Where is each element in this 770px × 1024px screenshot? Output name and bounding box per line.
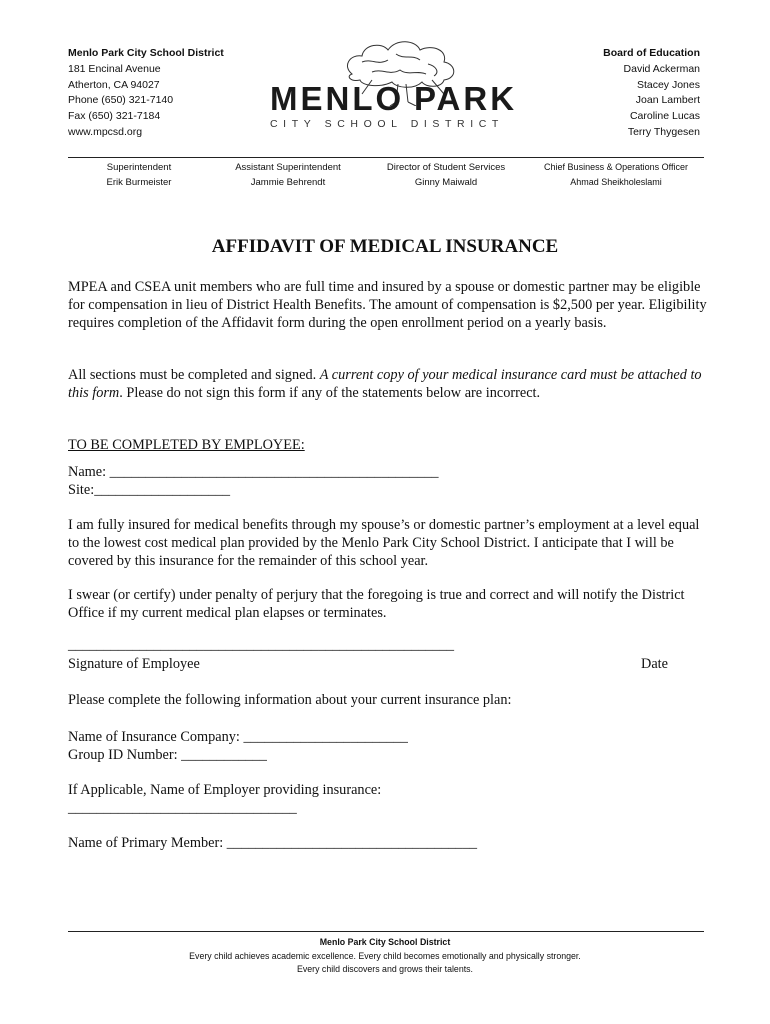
admin-director-student-services: [366, 160, 526, 190]
board-title: Board of Education: [603, 47, 700, 59]
logo-word-menlo: MENLO: [270, 80, 405, 117]
address-line: 181 Encinal Avenue: [68, 62, 161, 75]
employer-field[interactable]: ________________________________: [68, 800, 297, 816]
admin-superintendent: [68, 160, 210, 190]
footer-district-name: Menlo Park City School District: [319, 937, 451, 947]
admin-assistant-superintendent: [210, 160, 366, 190]
footer-motto: Every child discovers and grows their talents.: [296, 964, 473, 974]
document-title: AFFIDAVIT OF MEDICAL INSURANCE: [211, 236, 559, 257]
district-name: Menlo Park City School District: [68, 47, 224, 59]
admin-name: Ginny Maiwald: [414, 177, 478, 188]
header-divider: [68, 157, 704, 158]
group-id-field[interactable]: Group ID Number: ____________: [68, 747, 267, 763]
instructions-paragraph: [68, 366, 708, 402]
coverage-statement: I am fully insured for medical benefits through my spouse’s or domestic partner’s employment at a level equal to the lowest cost medical plan provided by the Menlo Park City School District. I anticipate that I will be covered by this insurance for the remainder of this school year.: [68, 517, 700, 569]
admin-title: Superintendent: [106, 162, 172, 173]
website-line: www.mpcsd.org: [68, 125, 143, 138]
address-line: Atherton, CA 94027: [68, 78, 160, 91]
admin-chief-business-officer: [526, 160, 706, 190]
admin-name: Jammie Behrendt: [250, 177, 326, 188]
admin-title: Assistant Superintendent: [235, 162, 341, 173]
insurance-company-field[interactable]: Name of Insurance Company: _______________________: [68, 729, 408, 745]
signature-label: Signature of Employee: [68, 656, 200, 672]
fax-line: Fax (650) 321-7184: [68, 110, 161, 123]
footer-divider: [68, 931, 704, 932]
logo-subtitle: CITY SCHOOL DISTRICT: [270, 118, 504, 130]
instructions-lead: All sections must be completed and signed.: [68, 367, 320, 383]
site-field[interactable]: Site:___________________: [68, 482, 231, 498]
admin-title: Chief Business & Operations Officer: [544, 162, 688, 172]
name-field[interactable]: Name: ______________________________________________: [68, 464, 439, 480]
date-label: Date: [641, 656, 668, 672]
district-logo: [262, 36, 522, 136]
board-member: Joan Lambert: [635, 94, 700, 107]
signature-labels: [68, 656, 668, 673]
board-member: David Ackerman: [623, 62, 700, 75]
perjury-statement: I swear (or certify) under penalty of perjury that the foregoing is true and correct and will notify the District Office if my current medical plan elapses or terminates.: [68, 587, 685, 621]
admin-name: Erik Burmeister: [106, 177, 172, 188]
instructions-tail: . Please do not sign this form if any of the statements below are incorrect.: [119, 385, 541, 401]
intro-paragraph: MPEA and CSEA unit members who are full time and insured by a spouse or domestic partner may be eligible for compensation in lieu of District Health Benefits. The amount of compensation is $2,500 per year. Eligibility requires completion of the Affidavit form during the open enrollment period on a yearly basis.: [68, 279, 707, 331]
insurance-prompt: Please complete the following information about your current insurance plan:: [68, 692, 512, 708]
logo-word-park: PARK: [414, 80, 518, 117]
district-address-block: [68, 46, 224, 141]
phone-line: Phone (650) 321-7140: [68, 94, 174, 107]
admin-name: Ahmad Sheikholeslami: [570, 177, 662, 187]
footer: [0, 936, 770, 977]
employer-prompt: If Applicable, Name of Employer providing insurance:: [68, 782, 382, 798]
board-of-education-block: [603, 46, 700, 141]
primary-member-field[interactable]: Name of Primary Member: ___________________________________: [68, 835, 478, 851]
board-member: Stacey Jones: [636, 78, 700, 91]
admin-title: Director of Student Services: [386, 162, 506, 173]
board-member: Caroline Lucas: [629, 110, 700, 123]
employee-section-heading: TO BE COMPLETED BY EMPLOYEE:: [68, 437, 305, 453]
board-member: Terry Thygesen: [627, 125, 700, 138]
administrators-row: [68, 160, 708, 190]
instructions-italic: A current copy of your medical insurance card must be attached to this form: [68, 367, 702, 401]
signature-line[interactable]: ______________________________________________________: [68, 637, 455, 653]
footer-motto: Every child achieves academic excellence. Every child becomes emotionally and physically stronger.: [189, 950, 581, 961]
